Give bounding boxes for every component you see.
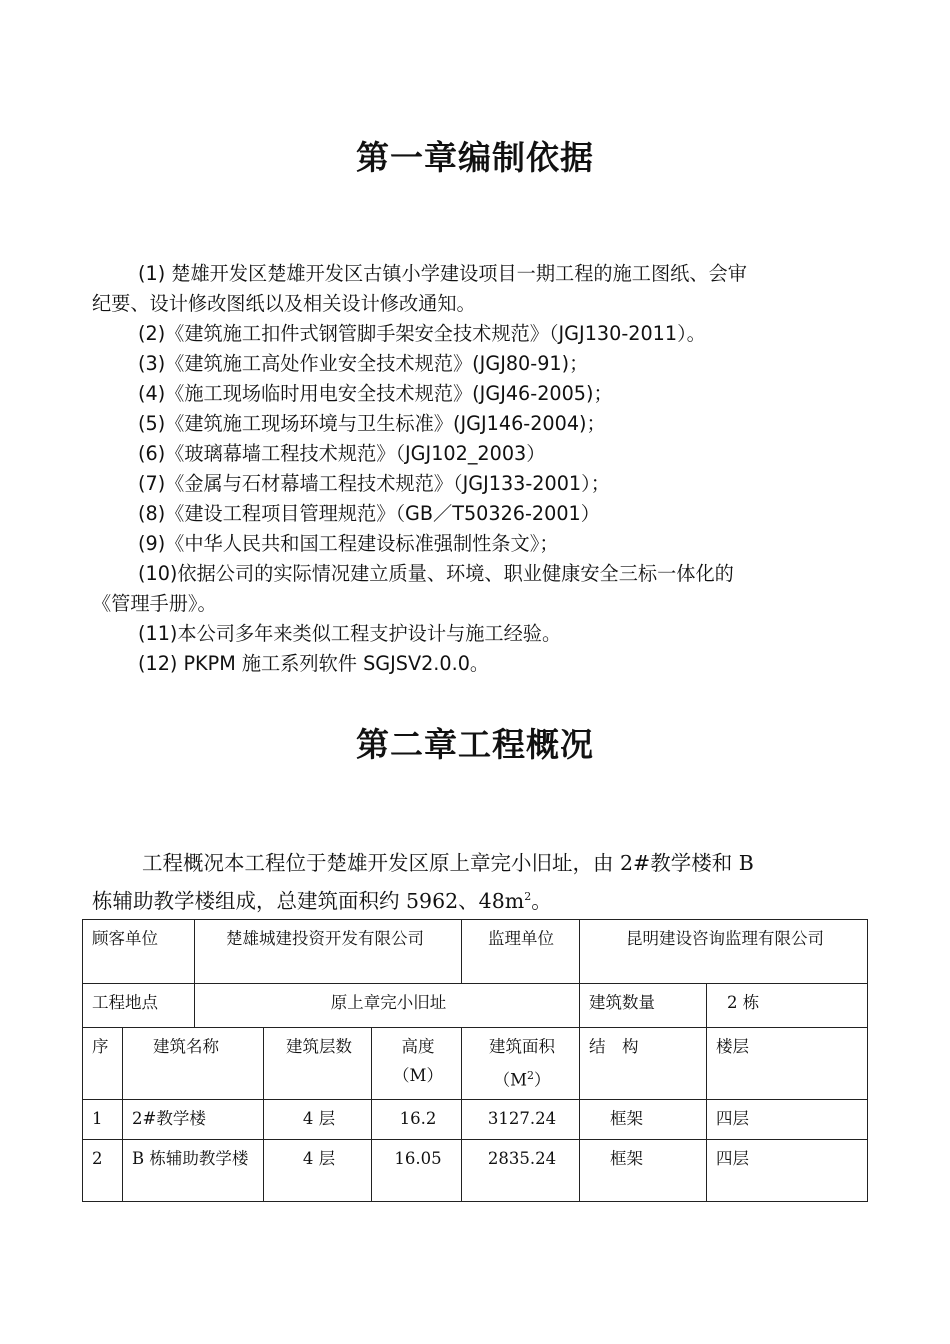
reference-item: (1) 楚雄开发区楚雄开发区古镇小学建设项目一期工程的施工图纸、会审 — [138, 262, 747, 285]
cell-storey: 四层 — [707, 1099, 868, 1139]
overview-text: 栋辅助教学楼组成，总建筑面积约 5962、48m — [92, 888, 525, 913]
table-row — [83, 1139, 868, 1201]
table-header-row — [83, 1028, 868, 1100]
count-value: 2 栋 — [707, 984, 868, 1028]
site-value: 原上章完小旧址 — [195, 984, 580, 1028]
cell-height: 16.2 — [372, 1099, 462, 1139]
reference-item: (8)《建设工程项目管理规范》（GB／T50326-2001） — [138, 502, 600, 525]
cell-name: 2#教学楼 — [123, 1099, 264, 1139]
reference-item: (10)依据公司的实际情况建立质量、环境、职业健康安全三标一体化的 — [138, 562, 734, 585]
superscript: 2 — [524, 890, 532, 903]
supervisor-value: 昆明建设咨询监理有限公司 — [580, 920, 868, 984]
reference-item: (2)《建筑施工扣件式钢管脚手架安全技术规范》（JGJ130-2011）。 — [138, 322, 706, 345]
cell-area: 3127.24 — [462, 1099, 580, 1139]
reference-item: (12) PKPM 施工系列软件 SGJSV2.0.0。 — [138, 652, 490, 675]
reference-item: (3)《建筑施工高处作业安全技术规范》(JGJ80-91)； — [138, 352, 589, 375]
reference-item: (9)《中华人民共和国工程建设标准强制性条文》； — [138, 532, 559, 555]
header-structure: 结 构 — [580, 1028, 707, 1100]
chapter-2-title: 第二章工程概况 — [356, 725, 594, 764]
table-row — [83, 984, 868, 1028]
overview-line: 工程概况本工程位于楚雄开发区原上章完小旧址，由 2#教学楼和 B — [142, 851, 754, 875]
supervisor-label: 监理单位 — [462, 920, 580, 984]
table-row — [83, 920, 868, 984]
cell-no: 2 — [83, 1139, 123, 1201]
cell-structure: 框架 — [580, 1099, 707, 1139]
header-name: 建筑名称 — [123, 1028, 264, 1100]
header-floors: 建筑层数 — [264, 1028, 372, 1100]
reference-item: 纪要、设计修改图纸以及相关设计修改通知。 — [92, 292, 476, 315]
client-label: 顾客单位 — [83, 920, 195, 984]
cell-storey: 四层 — [707, 1139, 868, 1201]
reference-item: 《管理手册》。 — [92, 592, 217, 615]
reference-list — [92, 259, 862, 679]
reference-item: (7)《金属与石材幕墙工程技术规范》（JGJ133-2001）； — [138, 472, 610, 495]
header-no: 序 — [83, 1028, 123, 1100]
header-storey: 楼层 — [707, 1028, 868, 1100]
cell-area: 2835.24 — [462, 1139, 580, 1201]
reference-item: (5)《建筑施工现场环境与卫生标准》(JGJ146-2004)； — [138, 412, 606, 435]
cell-name: B 栋辅助教学楼 — [123, 1139, 264, 1201]
site-label: 工程地点 — [83, 984, 195, 1028]
reference-item: (11)本公司多年来类似工程支护设计与施工经验。 — [138, 622, 562, 645]
overview-text: 。 — [531, 888, 552, 913]
reference-item: (4)《施工现场临时用电安全技术规范》(JGJ46-2005)； — [138, 382, 613, 405]
header-area: 建筑面积 $(M^2)$ — [462, 1028, 580, 1100]
cell-floors: 4 层 — [264, 1139, 372, 1201]
project-info-table — [82, 919, 868, 1202]
cell-structure: 框架 — [580, 1139, 707, 1201]
count-label: 建筑数量 — [580, 984, 707, 1028]
reference-item: (6)《玻璃幕墙工程技术规范》（JGJ102_2003） — [138, 442, 546, 465]
project-overview — [92, 846, 867, 918]
overview-line — [92, 880, 867, 918]
chapter-1-title: 第一章编制依据 — [356, 138, 594, 177]
table-row — [83, 1099, 868, 1139]
cell-no: 1 — [83, 1099, 123, 1139]
cell-height: 16.05 — [372, 1139, 462, 1201]
cell-floors: 4 层 — [264, 1099, 372, 1139]
header-height: 高度 （M） — [372, 1028, 462, 1100]
client-value: 楚雄城建投资开发有限公司 — [195, 920, 462, 984]
